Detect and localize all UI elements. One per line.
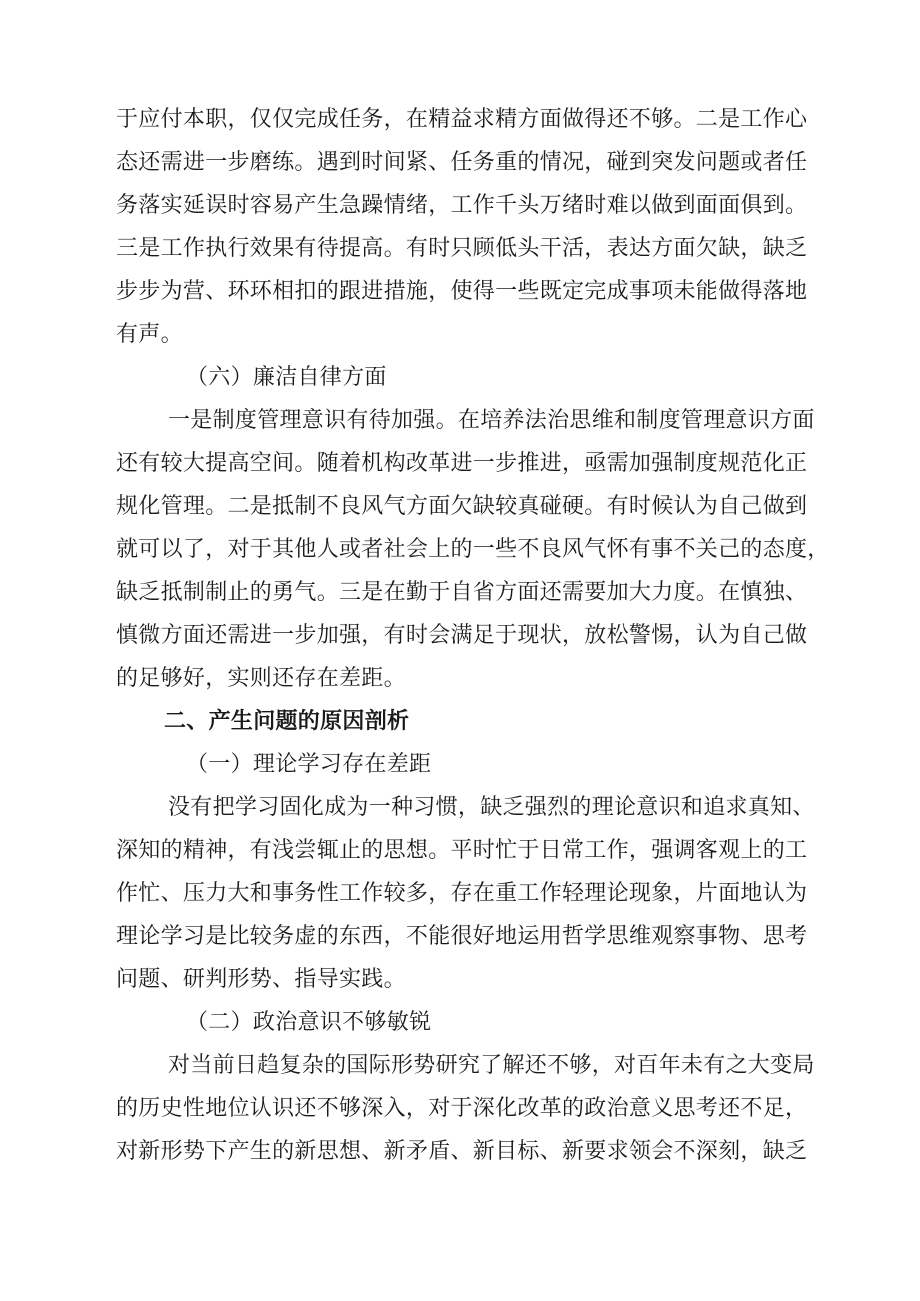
paragraph-theory-study bbox=[116, 786, 828, 1001]
subsection-title-political-awareness: （二）政治意识不够敏锐 bbox=[186, 1010, 432, 1035]
paragraph-political-awareness bbox=[116, 1044, 828, 1173]
text-line: 步步为营、环环相扣的跟进措施，使得一些既定完成事项未能做得落地 bbox=[116, 279, 808, 304]
text-line: 问题、研判形势、指导实践。 bbox=[116, 967, 406, 992]
text-line: 还有较大提高空间。随着机构改革进一步推进，亟需加强制度规范化正 bbox=[116, 451, 808, 476]
text-line: 对新形势下产生的新思想、新矛盾、新目标、新要求领会不深刻，缺乏 bbox=[116, 1139, 808, 1164]
text-line: 态还需进一步磨练。遇到时间紧、任务重的情况，碰到突发问题或者任 bbox=[116, 150, 808, 175]
text-line: 的足够好，实则还存在差距。 bbox=[116, 666, 406, 691]
text-line: 对当前日趋复杂的国际形势研究了解还不够，对百年未有之大变局 bbox=[168, 1053, 815, 1078]
paragraph-integrity bbox=[116, 399, 828, 700]
paragraph-work-attitude bbox=[116, 98, 828, 356]
section-title-integrity: （六）廉洁自律方面 bbox=[186, 365, 387, 390]
text-line: 慎微方面还需进一步加强，有时会满足于现状，放松警惕，认为自己做 bbox=[116, 623, 808, 648]
text-line: 作忙、压力大和事务性工作较多，存在重工作轻理论现象，片面地认为 bbox=[116, 881, 808, 906]
text-line: 没有把学习固化成为一种习惯，缺乏强烈的理论意识和追求真知、 bbox=[168, 795, 815, 820]
heading-cause-analysis: 二、产生问题的原因剖析 bbox=[164, 709, 410, 734]
text-line: 有声。 bbox=[116, 322, 183, 347]
text-line: 于应付本职，仅仅完成任务，在精益求精方面做得还不够。二是工作心 bbox=[116, 107, 808, 132]
text-line: 的历史性地位认识还不够深入，对于深化改革的政治意义思考还不足， bbox=[116, 1096, 808, 1121]
text-line: 一是制度管理意识有待加强。在培养法治思维和制度管理意识方面 bbox=[168, 408, 815, 433]
text-line: 深知的精神，有浅尝辄止的思想。平时忙于日常工作，强调客观上的工 bbox=[116, 838, 808, 863]
text-line: 缺乏抵制制止的勇气。三是在勤于自省方面还需要加大力度。在慎独、 bbox=[116, 580, 808, 605]
text-line: 规化管理。二是抵制不良风气方面欠缺较真碰硬。有时候认为自己做到 bbox=[116, 494, 808, 519]
text-line: 理论学习是比较务虚的东西，不能很好地运用哲学思维观察事物、思考 bbox=[116, 924, 808, 949]
text-line: 三是工作执行效果有待提高。有时只顾低头干活，表达方面欠缺，缺乏 bbox=[116, 236, 808, 261]
subsection-title-theory-study: （一）理论学习存在差距 bbox=[186, 752, 432, 777]
text-line: 就可以了，对于其他人或者社会上的一些不良风气怀有事不关己的态度， bbox=[116, 537, 830, 562]
text-line: 务落实延误时容易产生急躁情绪，工作千头万绪时难以做到面面俱到。 bbox=[116, 193, 808, 218]
document-body bbox=[116, 98, 828, 1173]
